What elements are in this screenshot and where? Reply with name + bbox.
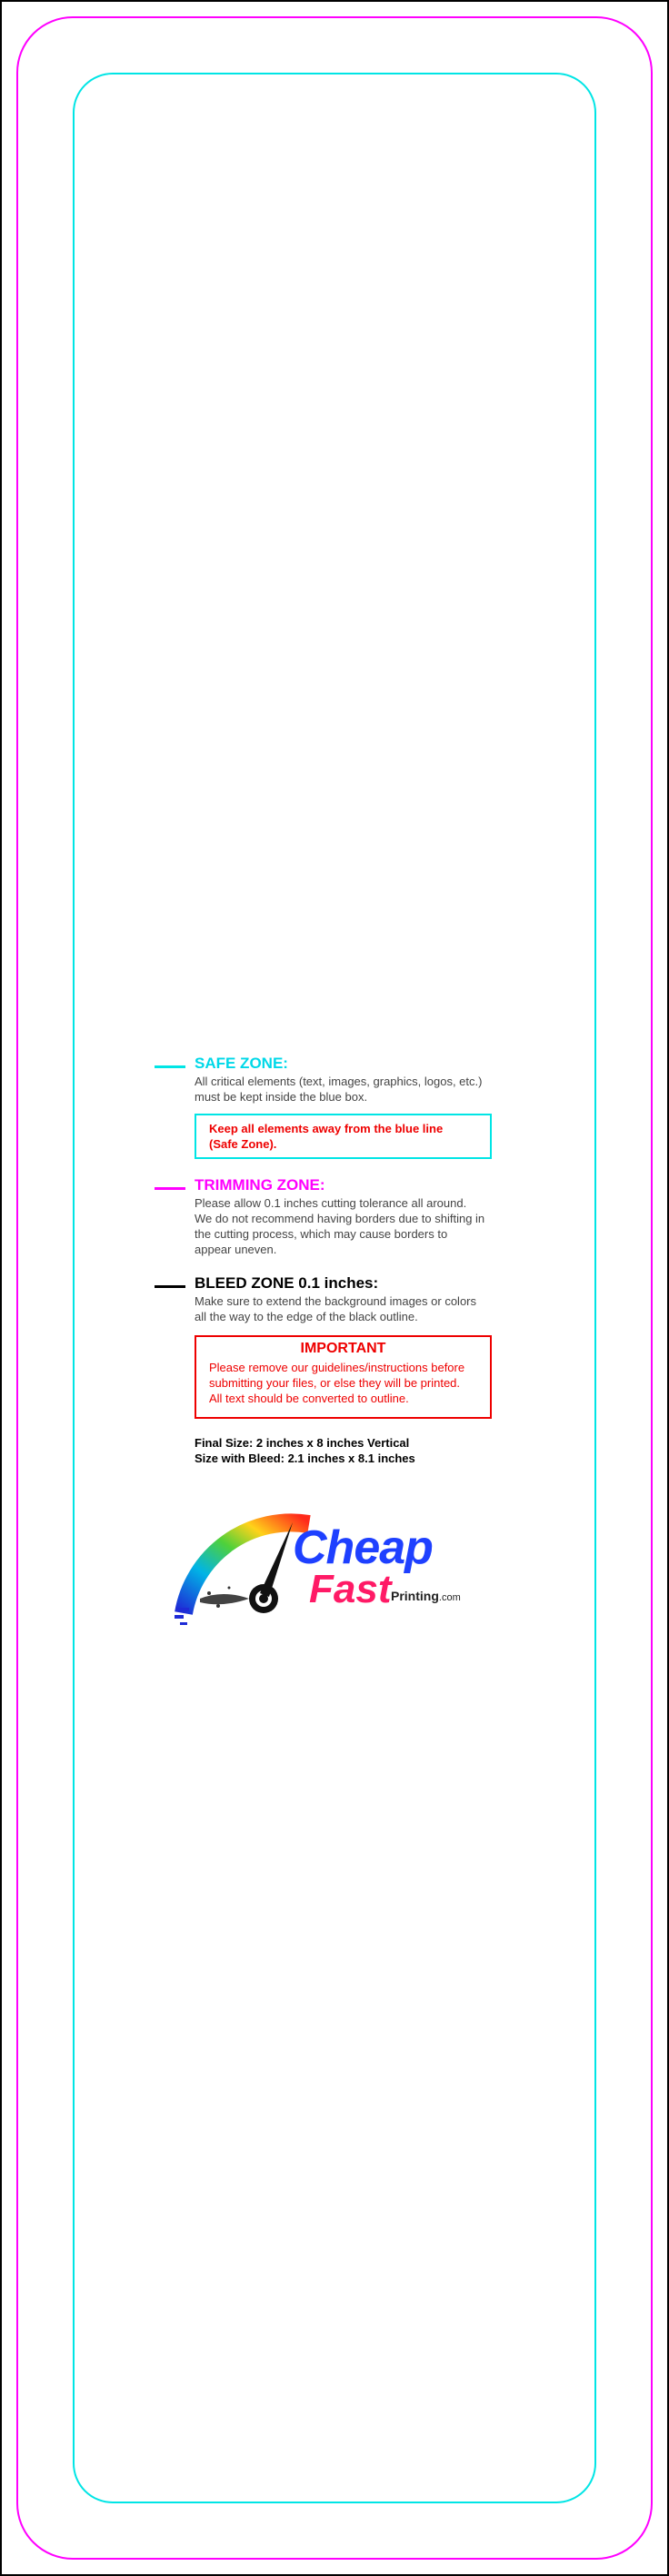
trimming-zone-text-2: We do not recommend having borders due to shifting in: [195, 1212, 485, 1225]
trimming-zone-swatch: [155, 1187, 185, 1190]
bleed-size: Size with Bleed: 2.1 inches x 8.1 inches: [195, 1451, 415, 1465]
safe-zone-swatch: [155, 1065, 185, 1068]
final-size: Final Size: 2 inches x 8 inches Vertical: [195, 1436, 410, 1450]
bleed-zone-swatch: [155, 1285, 185, 1288]
trimming-zone-text-1: Please allow 0.1 inches cutting tolerance all around.: [195, 1196, 467, 1210]
safe-zone-text-2: must be kept inside the blue box.: [195, 1090, 368, 1104]
safe-zone-note-box: [195, 1114, 492, 1159]
important-text-3: All text should be converted to outline.: [209, 1392, 409, 1405]
logo-word-cheap: Cheap: [293, 1521, 433, 1574]
important-text-2: submitting your files, or else they will be printed.: [209, 1376, 461, 1390]
trimming-zone-text-4: appear uneven.: [195, 1243, 277, 1256]
logo-word-printing: [391, 1588, 461, 1606]
logo-word-fast: Fast: [309, 1567, 392, 1611]
important-box: [195, 1335, 492, 1419]
safe-zone-note-1: Keep all elements away from the blue line: [209, 1122, 444, 1135]
logo-suffix: .com: [438, 1592, 461, 1603]
guideline-instructions: [155, 1054, 536, 1633]
bleed-zone-title: BLEED ZONE 0.1 inches:: [195, 1274, 379, 1292]
important-text-1: Please remove our guidelines/instructions before: [209, 1361, 465, 1374]
trimming-zone-text-3: the cutting process, which may cause borders to: [195, 1227, 448, 1241]
trimming-zone-section: [155, 1175, 536, 1257]
bleed-zone-text-2: all the way to the edge of the black outline.: [195, 1310, 418, 1323]
trimming-zone-title: TRIMMING ZONE:: [195, 1176, 325, 1194]
logo-printing-text: Printing: [391, 1589, 439, 1603]
cheapfastprinting-logo: [173, 1497, 500, 1633]
safe-zone-text-1: All critical elements (text, images, graphics, logos, etc.): [195, 1075, 483, 1088]
safe-zone-section: [155, 1054, 536, 1159]
important-title: IMPORTANT: [300, 1341, 386, 1356]
safe-zone-title: SAFE ZONE:: [195, 1055, 288, 1072]
size-info: [195, 1435, 536, 1466]
bleed-zone-section: [155, 1273, 536, 1466]
bleed-zone-text-1: Make sure to extend the background images or colors: [195, 1294, 477, 1308]
safe-zone-note-2: (Safe Zone).: [209, 1137, 277, 1151]
